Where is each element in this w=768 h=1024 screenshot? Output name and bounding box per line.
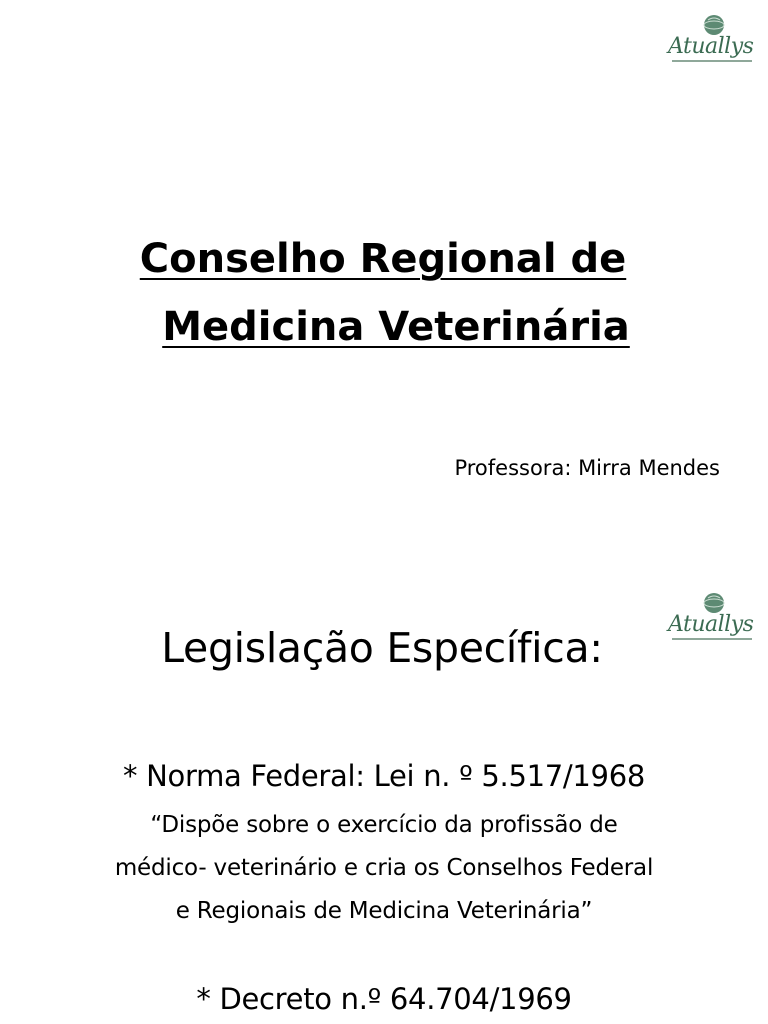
- law-description: [0, 804, 768, 933]
- law-description-line: médico- veterinário e cria os Conselhos Federal: [114, 855, 654, 881]
- slide-title-line-2: Medicina Veterinária: [162, 304, 630, 350]
- logo-wordmark: Atuallys: [668, 34, 754, 59]
- atuallys-logo: [652, 8, 762, 78]
- law-description-line: e Regionais de Medicina Veterinária”: [175, 898, 593, 924]
- slide-title-line-1: Conselho Regional de: [139, 236, 627, 282]
- logo-tagline-bar: [672, 60, 752, 62]
- decree-item: * Decreto n.º 64.704/1969: [196, 982, 572, 1016]
- professor-name: Professora: Mirra Mendes: [454, 456, 720, 480]
- law-description-line: “Dispõe sobre o exercício da profissão de: [150, 812, 618, 838]
- logo-wordmark: Atuallys: [668, 612, 754, 637]
- law-item: * Norma Federal: Lei n. º 5.517/1968: [123, 759, 645, 793]
- section-heading: Legislação Específica:: [161, 624, 603, 672]
- slide-2: [0, 576, 768, 1024]
